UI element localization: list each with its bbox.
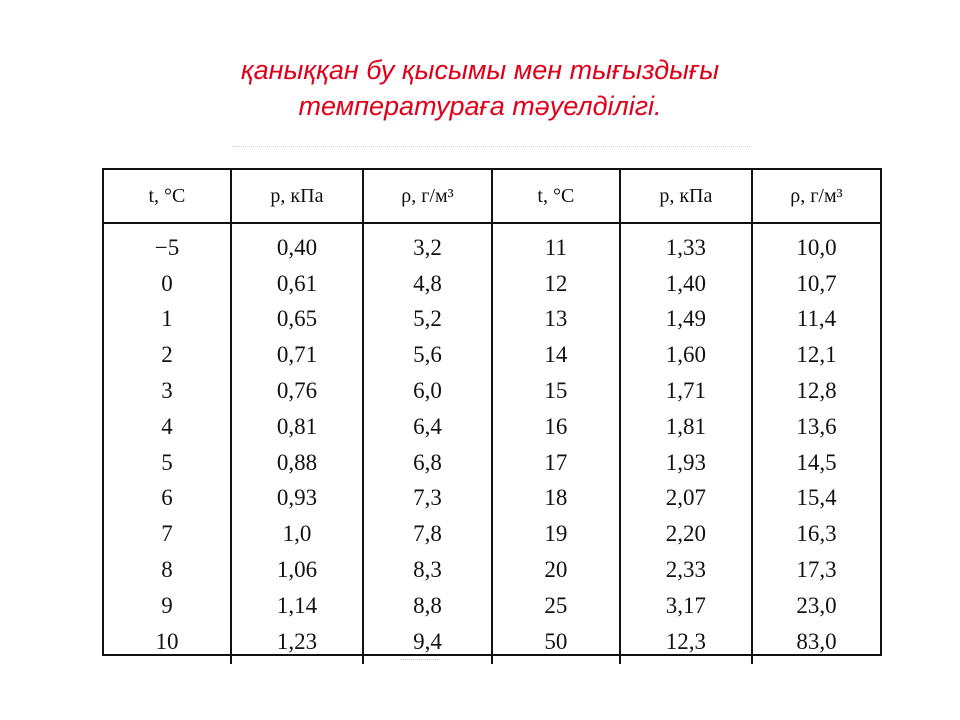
cell-pressure: 0,40 xyxy=(231,223,363,266)
cell-pressure: 1,0 xyxy=(231,516,363,552)
cell-pressure: 1,49 xyxy=(620,302,752,338)
cell-temperature: 25 xyxy=(492,588,620,624)
cell-temperature: 0 xyxy=(161,270,173,296)
cell-temperature: 8 xyxy=(161,557,173,583)
cell-density: 13,6 xyxy=(752,409,880,445)
table-row xyxy=(104,481,880,517)
cell-density: 7,8 xyxy=(363,516,492,552)
cell-pressure: 1,14 xyxy=(231,588,363,624)
header-temperature-1: t, °C xyxy=(104,170,231,223)
cell-pressure: 1,71 xyxy=(620,373,752,409)
cell-pressure: 2,33 xyxy=(620,552,752,588)
cell-temperature: 20 xyxy=(492,552,620,588)
cell-pressure: 0,65 xyxy=(231,302,363,338)
cell-pressure: 1,40 xyxy=(620,266,752,302)
cell-temperature: 14 xyxy=(492,337,620,373)
cell-density: 10,0 xyxy=(752,223,880,266)
cell-temperature: 4 xyxy=(161,413,173,439)
cell-temperature: 13 xyxy=(492,302,620,338)
cell-density: 7,3 xyxy=(363,481,492,517)
table-row xyxy=(104,445,880,481)
faint-divider xyxy=(232,146,752,147)
cell-density: 12,1 xyxy=(752,337,880,373)
table-row xyxy=(104,624,880,664)
table-row xyxy=(104,223,880,266)
table-row xyxy=(104,373,880,409)
cell-temperature: 7 xyxy=(161,521,173,547)
cell-temperature: 2 xyxy=(161,342,173,368)
cell-density: 12,8 xyxy=(752,373,880,409)
cell-temperature: 50 xyxy=(492,624,620,664)
cell-density: 17,3 xyxy=(752,552,880,588)
cell-density: 16,3 xyxy=(752,516,880,552)
cell-temperature: −5 xyxy=(154,234,180,260)
cell-density: 3,2 xyxy=(363,223,492,266)
cell-density: 15,4 xyxy=(752,481,880,517)
cell-pressure: 0,81 xyxy=(231,409,363,445)
cell-pressure: 0,71 xyxy=(231,337,363,373)
cell-density: 9,4 xyxy=(363,624,492,664)
cell-pressure: 0,76 xyxy=(231,373,363,409)
table-row xyxy=(104,516,880,552)
cell-density: 14,5 xyxy=(752,445,880,481)
cell-pressure: 2,07 xyxy=(620,481,752,517)
cell-temperature: 9 xyxy=(161,592,173,618)
cell-density: 6,0 xyxy=(363,373,492,409)
cell-temperature: 16 xyxy=(492,409,620,445)
cell-pressure: 1,93 xyxy=(620,445,752,481)
cell-density: 10,7 xyxy=(752,266,880,302)
cell-pressure: 1,81 xyxy=(620,409,752,445)
header-density-1: ρ, г/м³ xyxy=(363,170,492,223)
cell-pressure: 1,33 xyxy=(620,223,752,266)
cell-temperature: 19 xyxy=(492,516,620,552)
cell-pressure: 1,23 xyxy=(231,624,363,664)
header-pressure-1: p, кПа xyxy=(231,170,363,223)
cell-density: 6,4 xyxy=(363,409,492,445)
cell-pressure: 1,06 xyxy=(231,552,363,588)
cell-pressure: 0,61 xyxy=(231,266,363,302)
cell-density: 83,0 xyxy=(752,624,880,664)
cell-pressure: 12,3 xyxy=(620,624,752,664)
cell-density: 5,6 xyxy=(363,337,492,373)
slide-title-line-1: қаныққан бу қысымы мен тығыздығы xyxy=(240,55,720,85)
cell-temperature: 6 xyxy=(161,485,173,511)
vapor-pressure-density-table xyxy=(104,170,880,664)
header-pressure-2: p, кПа xyxy=(620,170,752,223)
cell-temperature: 11 xyxy=(492,223,620,266)
faint-bottom-mark xyxy=(400,659,440,660)
cell-density: 8,3 xyxy=(363,552,492,588)
cell-temperature: 17 xyxy=(492,445,620,481)
table-row xyxy=(104,266,880,302)
cell-pressure: 1,60 xyxy=(620,337,752,373)
header-density-2: ρ, г/м³ xyxy=(752,170,880,223)
vapor-table-frame xyxy=(102,168,882,656)
cell-density: 11,4 xyxy=(752,302,880,338)
cell-density: 8,8 xyxy=(363,588,492,624)
table-body xyxy=(104,223,880,664)
cell-density: 6,8 xyxy=(363,445,492,481)
cell-temperature: 3 xyxy=(161,378,173,404)
slide-title-line-2: температураға тәуелділігі. xyxy=(298,91,662,121)
table-row xyxy=(104,409,880,445)
cell-temperature: 18 xyxy=(492,481,620,517)
cell-temperature: 12 xyxy=(492,266,620,302)
cell-pressure: 2,20 xyxy=(620,516,752,552)
cell-temperature: 1 xyxy=(161,306,173,332)
cell-density: 5,2 xyxy=(363,302,492,338)
cell-pressure: 0,93 xyxy=(231,481,363,517)
slide-title xyxy=(0,52,960,124)
cell-temperature: 5 xyxy=(161,449,173,475)
table-row xyxy=(104,552,880,588)
cell-density: 4,8 xyxy=(363,266,492,302)
cell-temperature: 10 xyxy=(155,628,179,654)
cell-temperature: 15 xyxy=(492,373,620,409)
header-temperature-2: t, °C xyxy=(492,170,620,223)
table-row xyxy=(104,302,880,338)
table-row xyxy=(104,588,880,624)
table-header-row xyxy=(104,170,880,223)
cell-pressure: 0,88 xyxy=(231,445,363,481)
cell-density: 23,0 xyxy=(752,588,880,624)
cell-pressure: 3,17 xyxy=(620,588,752,624)
table-row xyxy=(104,337,880,373)
